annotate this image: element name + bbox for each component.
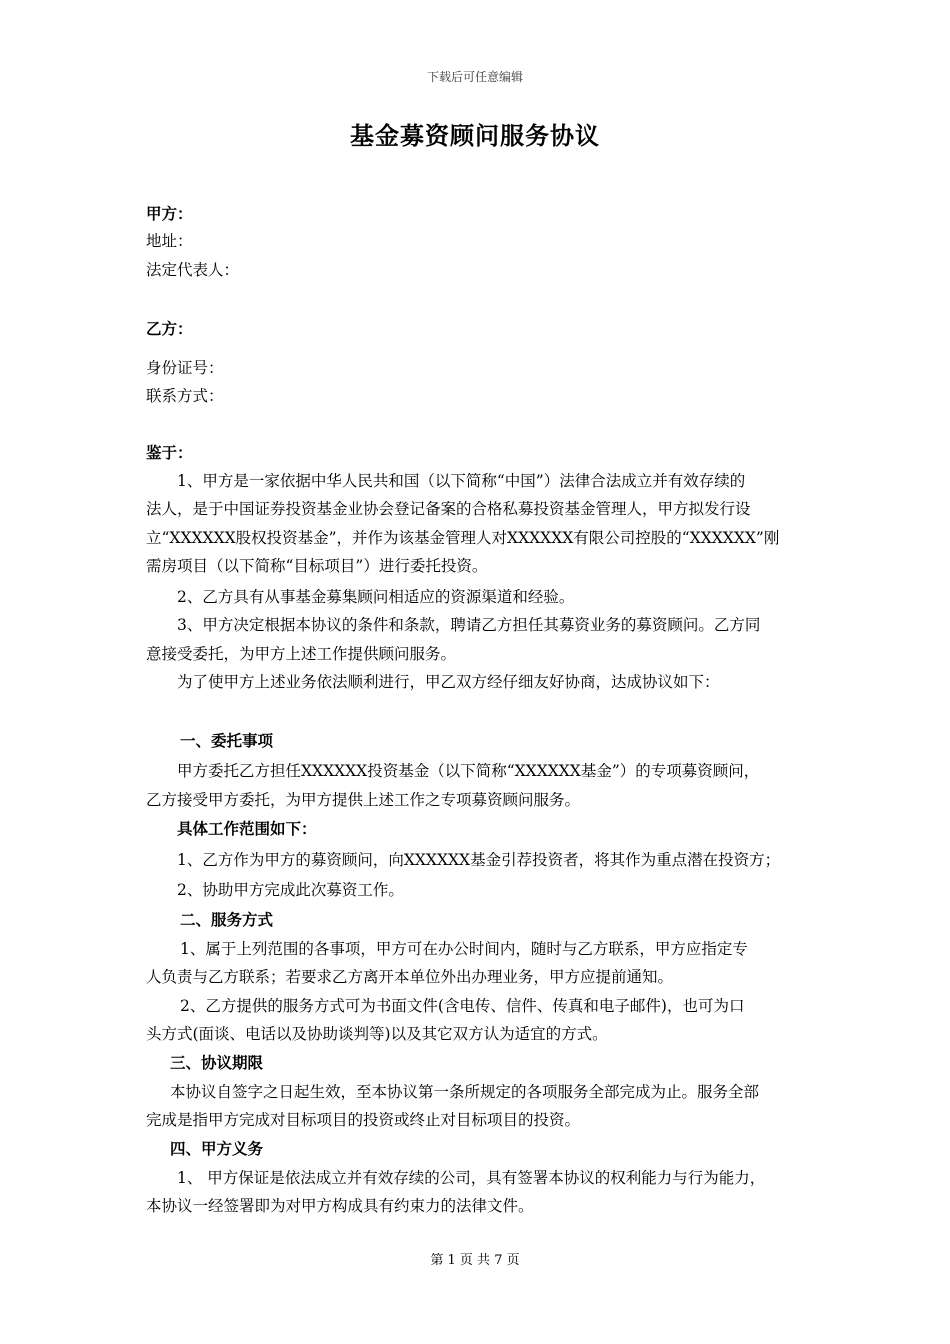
party-a-rep-label: 法定代表人： <box>146 261 240 279</box>
header-note: 下载后可任意编辑 <box>426 70 523 84</box>
section-3-heading: 三、协议期限 <box>170 1054 264 1072</box>
whereas-heading: 鉴于： <box>146 444 193 462</box>
whereas-line: 3、甲方决定根据本协议的条件和条款，聘请乙方担任其募资业务的募资顾问。乙方同 <box>177 616 761 634</box>
whereas-line: 法人，是于中国证券投资基金业协会登记备案的合格私募投资基金管理人，甲方拟发行设 <box>146 500 751 518</box>
section-2-line: 人负责与乙方联系；若要求乙方离开本单位外出办理业务，甲方应提前通知。 <box>146 968 674 986</box>
scope-line: 1、乙方作为甲方的募资顾问，向XXXXXX基金引荐投资者，将其作为重点潜在投资方； <box>177 851 781 869</box>
section-4-heading: 四、甲方义务 <box>170 1140 264 1158</box>
scope-heading: 具体工作范围如下： <box>177 820 317 838</box>
party-b-contact-label: 联系方式： <box>146 387 224 405</box>
scope-line: 2、协助甲方完成此次募资工作。 <box>177 881 404 899</box>
section-3-line: 本协议自签字之日起生效，至本协议第一条所规定的各项服务全部完成为止。服务全部 <box>170 1083 760 1101</box>
whereas-line: 立“XXXXXX股权投资基金”，并作为该基金管理人对XXXXXX有限公司控股的“XXXXXX”刚 <box>146 529 780 547</box>
party-a-label: 甲方： <box>146 205 193 223</box>
whereas-line: 2、乙方具有从事基金募集顾问相适应的资源渠道和经验。 <box>177 588 575 606</box>
section-2-line: 1、属于上列范围的各事项，甲方可在办公时间内，随时与乙方联系，甲方应指定专 <box>180 940 748 958</box>
section-1-line: 甲方委托乙方担任XXXXXX投资基金（以下简称“XXXXXX基金”）的专项募资顾问， <box>177 762 760 780</box>
section-2-line: 头方式(面谈、电话以及协助谈判等)以及其它双方认为适宜的方式。 <box>146 1025 608 1043</box>
document-title: 基金募资顾问服务协议 <box>350 122 600 150</box>
whereas-line: 为了使甲方上述业务依法顺利进行，甲乙双方经仔细友好协商，达成协议如下： <box>177 673 720 691</box>
party-b-id-label: 身份证号： <box>146 359 224 377</box>
section-2-line: 2、乙方提供的服务方式可为书面文件(含电传、信件、传真和电子邮件)，也可为口 <box>180 997 745 1015</box>
section-1-heading: 一、委托事项 <box>180 732 274 750</box>
whereas-line: 1、甲方是一家依据中华人民共和国（以下简称“中国”）法律合法成立并有效存续的 <box>177 472 746 490</box>
party-a-address-label: 地址： <box>146 232 193 250</box>
whereas-line: 需房项目（以下简称“目标项目”）进行委托投资。 <box>146 557 488 575</box>
section-4-line: 本协议一经签署即为对甲方构成具有约束力的法律文件。 <box>146 1197 534 1215</box>
party-b-label: 乙方： <box>146 320 193 338</box>
section-3-line: 完成是指甲方完成对目标项目的投资或终止对目标项目的投资。 <box>146 1111 581 1129</box>
section-4-line: 1、 甲方保证是依法成立并有效存续的公司，具有签署本协议的权利能力与行为能力， <box>177 1169 766 1187</box>
page-number-footer: 第 1 页 共 7 页 <box>430 1253 520 1268</box>
whereas-line: 意接受委托，为甲方上述工作提供顾问服务。 <box>146 645 457 663</box>
section-2-heading: 二、服务方式 <box>180 911 274 929</box>
section-1-line: 乙方接受甲方委托，为甲方提供上述工作之专项募资顾问服务。 <box>146 791 581 809</box>
